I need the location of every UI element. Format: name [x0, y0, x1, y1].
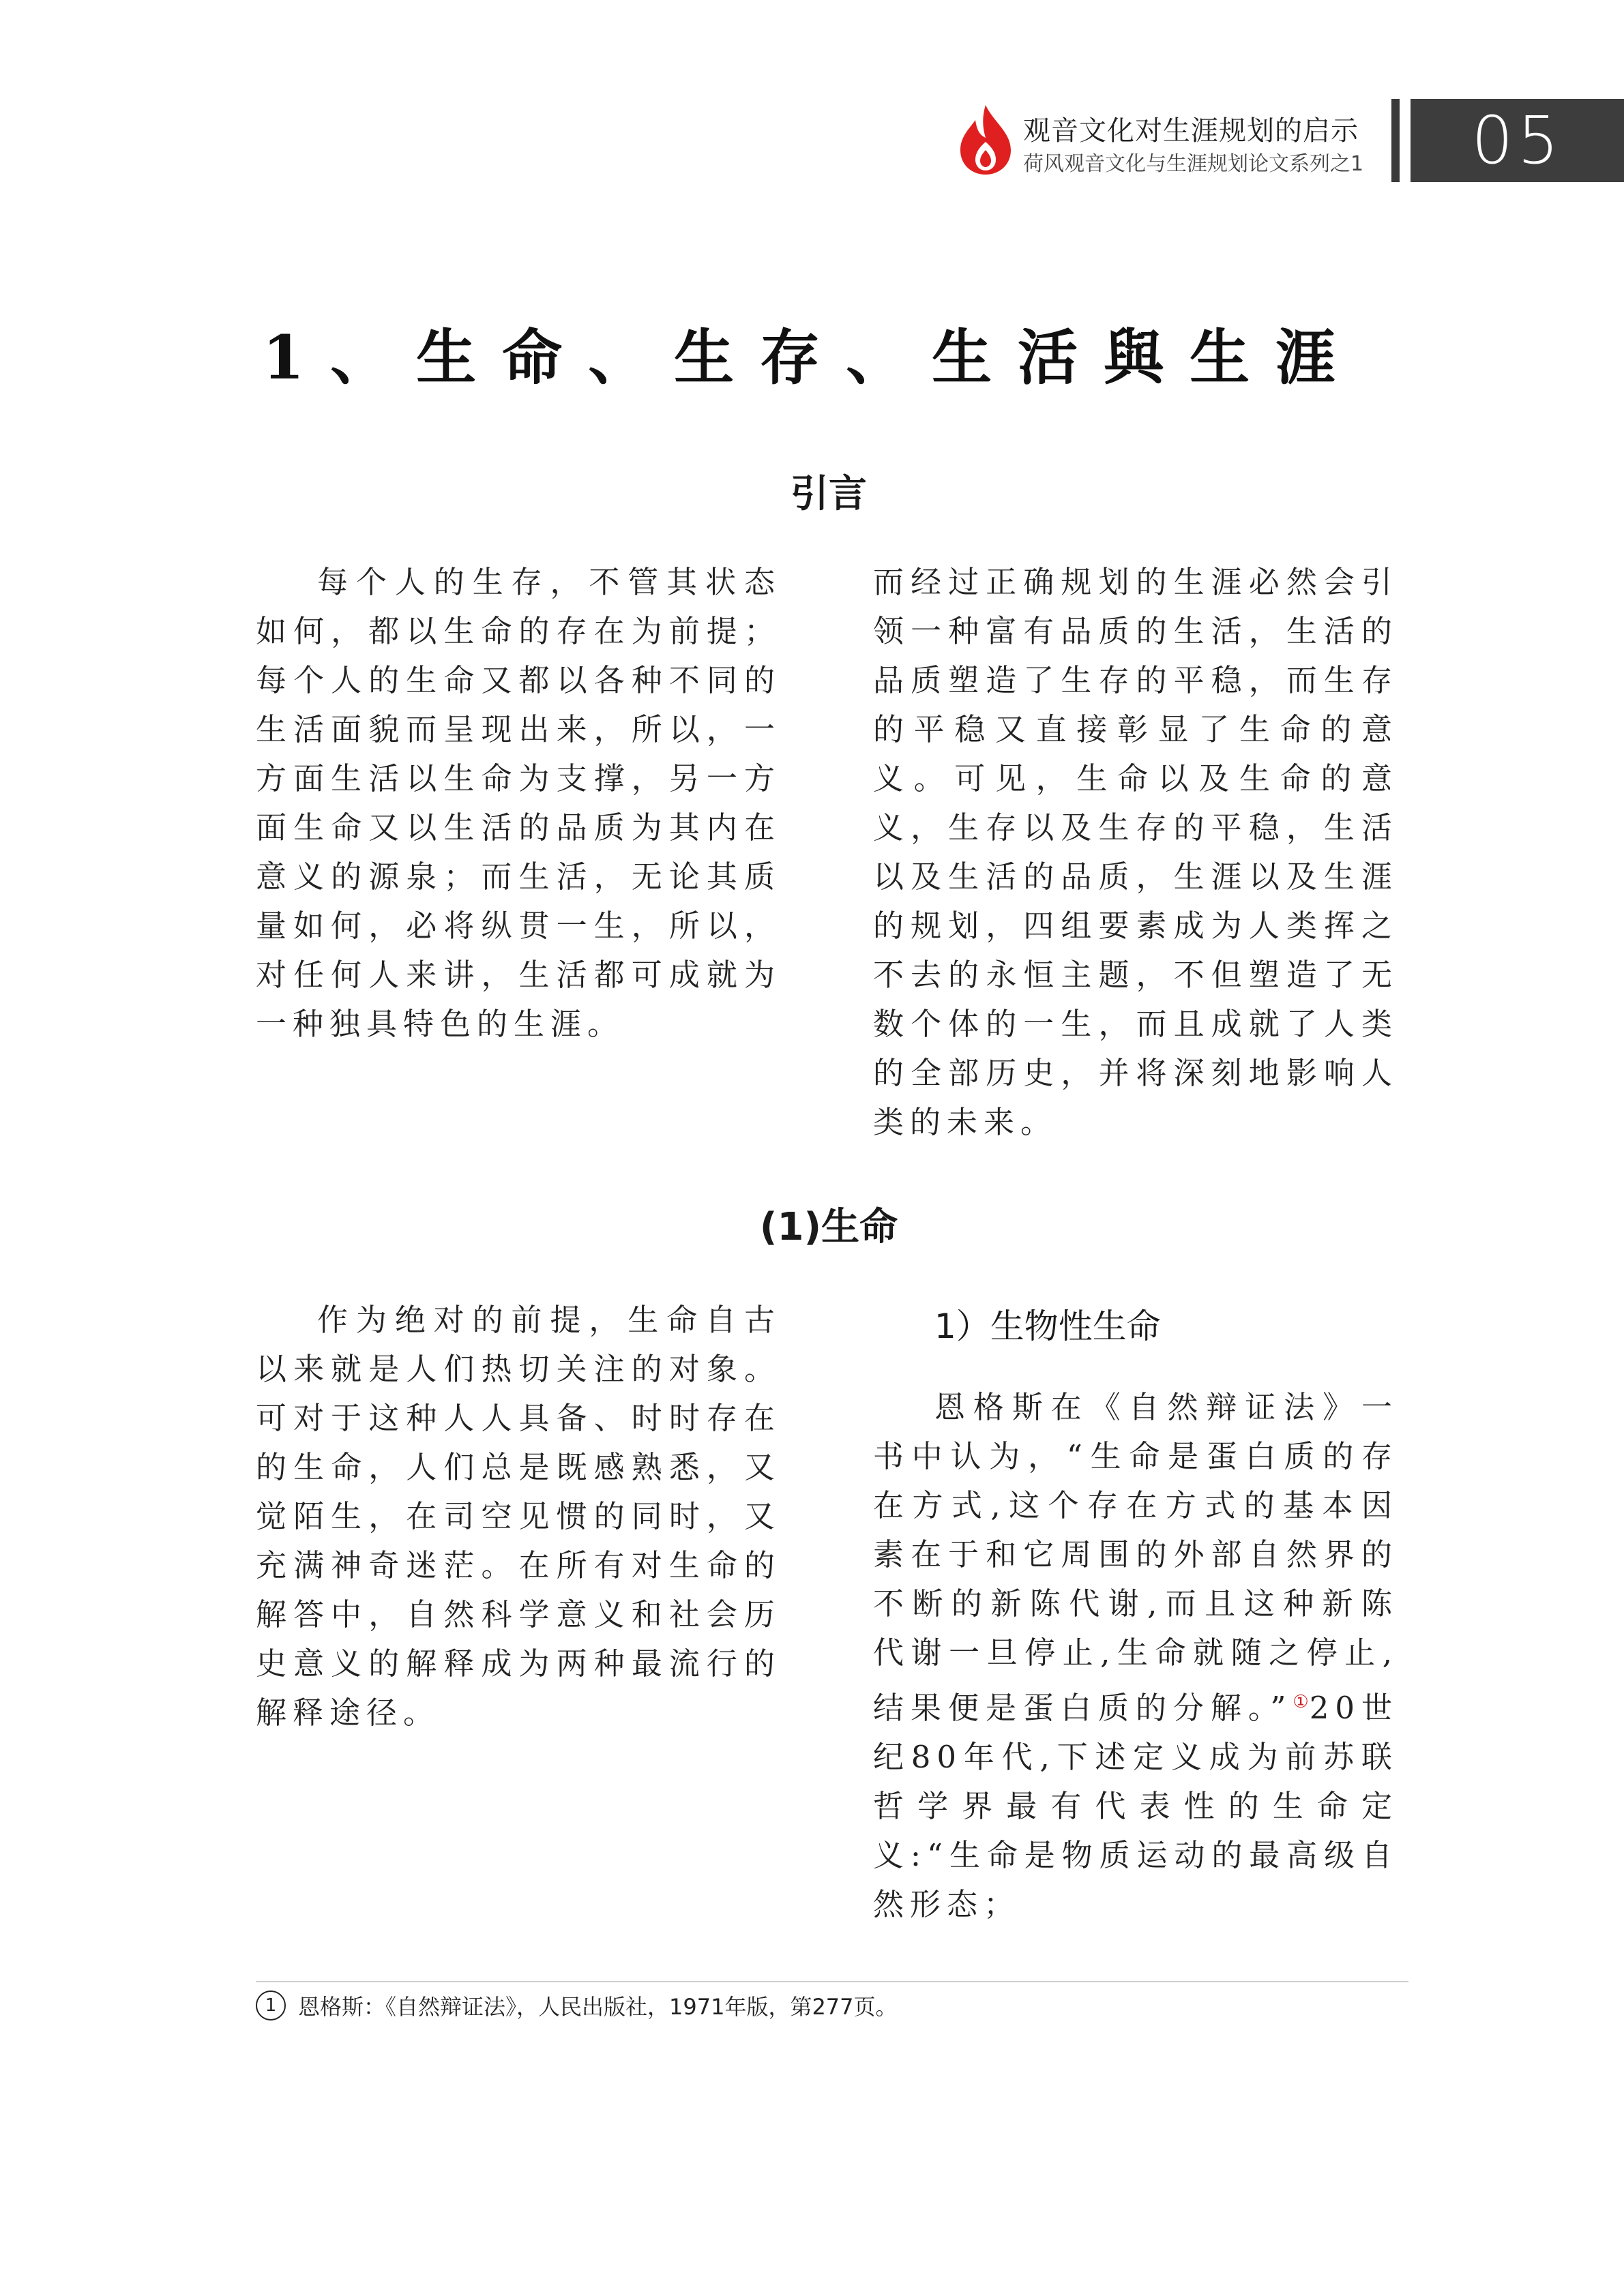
footnote-divider — [256, 1981, 1408, 1982]
intro-heading: 引言 — [791, 472, 867, 516]
section-heading-life: (1)生命 — [759, 1205, 898, 1249]
life-left-paragraph: 作为绝对的前提，生命自古以来就是人们热切关注的对象。可对于这种人人具备、时时存在的生命，人们总是既感熟悉，又觉陌生，在司空见惯的同时，又充满神奇迷茫。在所有对生命的解答中，自然科学意义和社会历史意义的解释成为两种最流行的解释途径。 — [256, 1302, 781, 1731]
life-right-text-part2: 20世纪80年代,下述定义成为前苏联哲学界最有代表性的生命定义:“生命是物质运动的最高级自然形态； — [873, 1690, 1398, 1922]
page-number: 05 — [1411, 99, 1624, 182]
header-divider — [1391, 99, 1400, 182]
chapter-title: 1、生命、生存、生活與生涯 — [262, 322, 1362, 393]
life-right-text-part1: 恩格斯在《自然辩证法》一书中认为，“生命是蛋白质的存在方式,这个存在方式的基本因素在于和它周围的外部自然界的不断的新陈代谢,而且这种新陈代谢一旦停止,生命就随之停止,结果便是蛋白质的分解。” — [873, 1389, 1398, 1726]
header-title: 观音文化对生涯规划的启示 — [1023, 115, 1359, 147]
subheading-biological-life: 1）生物性生命 — [934, 1307, 1161, 1346]
life-right-paragraph — [873, 1383, 1398, 1929]
header-subtitle: 荷风观音文化与生涯规划论文系列之1 — [1023, 152, 1364, 176]
page-header — [0, 0, 1624, 191]
footnote-reference[interactable]: ① — [1292, 1692, 1310, 1712]
footnote-number: 1 — [256, 1991, 286, 2021]
intro-right-paragraph: 而经过正确规划的生涯必然会引领一种富有品质的生活，生活的品质塑造了生存的平稳，而生存的平稳又直接彰显了生命的意义。可见，生命以及生命的意义，生存以及生存的平稳，生活以及生活的品质，生涯以及生涯的规划，四组要素成为人类挥之不去的永恒主题，不但塑造了无数个体的一生，而且成就了人类的全部历史，并将深刻地影响人类的未来。 — [873, 564, 1398, 1140]
footnote — [256, 1990, 898, 2021]
intro-left-paragraph: 每个人的生存，不管其状态如何，都以生命的存在为前提；每个人的生命又都以各种不同的生活面貌而呈现出来，所以，一方面生活以生命为支撑，另一方面生命又以生活的品质为其内在意义的源泉；而生活，无论其质量如何，必将纵贯一生，所以，对任何人来讲，生活都可成就为一种独具特色的生涯。 — [256, 564, 781, 1042]
footnote-text: 恩格斯：《自然辩证法》，人民出版社，1971年版，第277页。 — [298, 1994, 898, 2020]
flame-logo-icon — [955, 102, 1016, 177]
